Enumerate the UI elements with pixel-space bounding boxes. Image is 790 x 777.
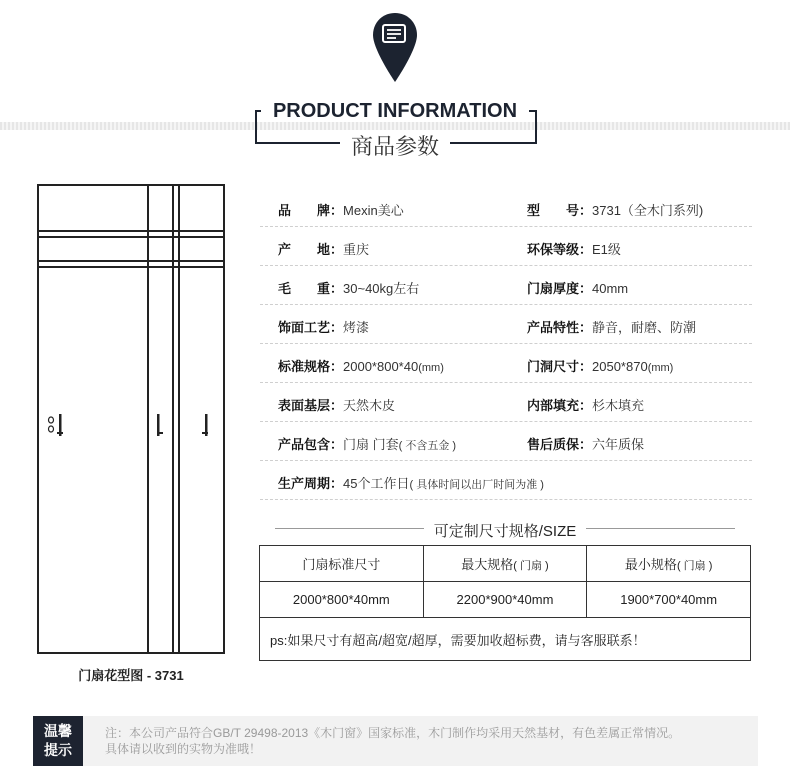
param-unit: (mm) (647, 362, 674, 374)
param-value: E1级 (592, 242, 621, 257)
size-value-cell: 1900*700*40mm (587, 582, 751, 618)
header-band (0, 122, 790, 130)
param-key: 标准规格： (278, 359, 344, 374)
door-rail (39, 266, 223, 268)
param-row (260, 188, 752, 227)
param-key: 型 号： (527, 203, 593, 218)
title-cn: 商品参数 (350, 134, 439, 159)
param-row (260, 227, 752, 266)
param-row (260, 344, 752, 383)
notice-box (33, 716, 758, 766)
param-note: ( 具体时间以出厂时间为准 ) (409, 479, 544, 491)
size-table (259, 545, 751, 661)
door-rail (39, 236, 223, 238)
param-row (260, 422, 752, 461)
param-value: 静音，耐磨、防潮 (592, 320, 697, 335)
param-value: 3731（全木门系列) (592, 203, 704, 218)
param-key: 产品特性： (527, 320, 593, 335)
param-key: 毛 重： (278, 281, 344, 296)
param-row (260, 305, 752, 344)
param-value: 45个工作日 (343, 476, 410, 491)
door-stile (172, 186, 174, 652)
notice-text: 注：本公司产品符合GB/T 29498-2013《木门窗》国家标准，木门制作均采用天然基材，有色差属正常情况。 具体请以收到的实物为准哦！ (105, 726, 681, 756)
size-note: ps:如果尺寸有超高/超宽/超厚，需要加收超标费，请与客服联系！ (260, 618, 751, 661)
param-key: 生产周期： (278, 476, 344, 491)
param-unit: (mm) (418, 362, 444, 374)
param-value: 30~40kg左右 (343, 281, 420, 296)
param-value: 40mm (592, 281, 629, 296)
param-value: 2050*870 (592, 359, 648, 374)
door-rail (39, 260, 223, 262)
param-key: 产品包含： (278, 437, 344, 452)
param-value: 六年质保 (592, 437, 645, 452)
param-value: 杉木填充 (592, 398, 645, 413)
size-value-cell: 2200*900*40mm (423, 582, 587, 618)
door-handle-icon (201, 410, 213, 444)
param-key: 品 牌： (278, 203, 344, 218)
door-stile (178, 186, 180, 652)
param-key: 饰面工艺： (278, 320, 344, 335)
door-drawing (37, 184, 225, 654)
param-key: 表面基层： (278, 398, 344, 413)
param-row (260, 266, 752, 305)
param-row (260, 383, 752, 422)
door-stile (147, 186, 149, 652)
param-value: 天然木皮 (343, 398, 396, 413)
size-note-row (260, 618, 751, 661)
size-value-cell: 2000*800*40mm (260, 582, 424, 618)
param-note: ( 不含五金 ) (398, 440, 457, 452)
title-en: PRODUCT INFORMATION (0, 100, 790, 123)
door-rail (39, 230, 223, 232)
param-value: 2000*800*40 (343, 359, 419, 374)
size-header-cell: 最小规格( 门扇 ) (587, 546, 751, 582)
door-handle-icon (45, 408, 65, 442)
door-handle-icon (153, 410, 165, 444)
param-key: 门扇厚度： (527, 281, 593, 296)
param-key: 内部填充： (527, 398, 593, 413)
params-table (260, 188, 752, 500)
param-value: 烤漆 (343, 320, 370, 335)
notice-label: 温馨 提示 (33, 716, 83, 766)
param-key: 产 地： (278, 242, 344, 257)
size-title: 可定制尺寸规格/SIZE (275, 520, 735, 541)
param-key: 环保等级： (527, 242, 593, 257)
door-caption: 门扇花型图 - 3731 (78, 668, 184, 683)
size-header-cell: 最大规格( 门扇 ) (423, 546, 587, 582)
size-header-cell: 门扇标准尺寸 (260, 546, 424, 582)
param-key: 门洞尺寸： (527, 359, 593, 374)
size-value-row (260, 582, 751, 618)
param-value: 门扇 门套 (343, 437, 399, 452)
param-value: 重庆 (343, 242, 370, 257)
size-header-row (260, 546, 751, 582)
location-pin-document-icon (372, 12, 418, 84)
param-key: 售后质保： (527, 437, 593, 452)
param-row (260, 461, 752, 500)
param-value: Mexin美心 (343, 203, 404, 218)
